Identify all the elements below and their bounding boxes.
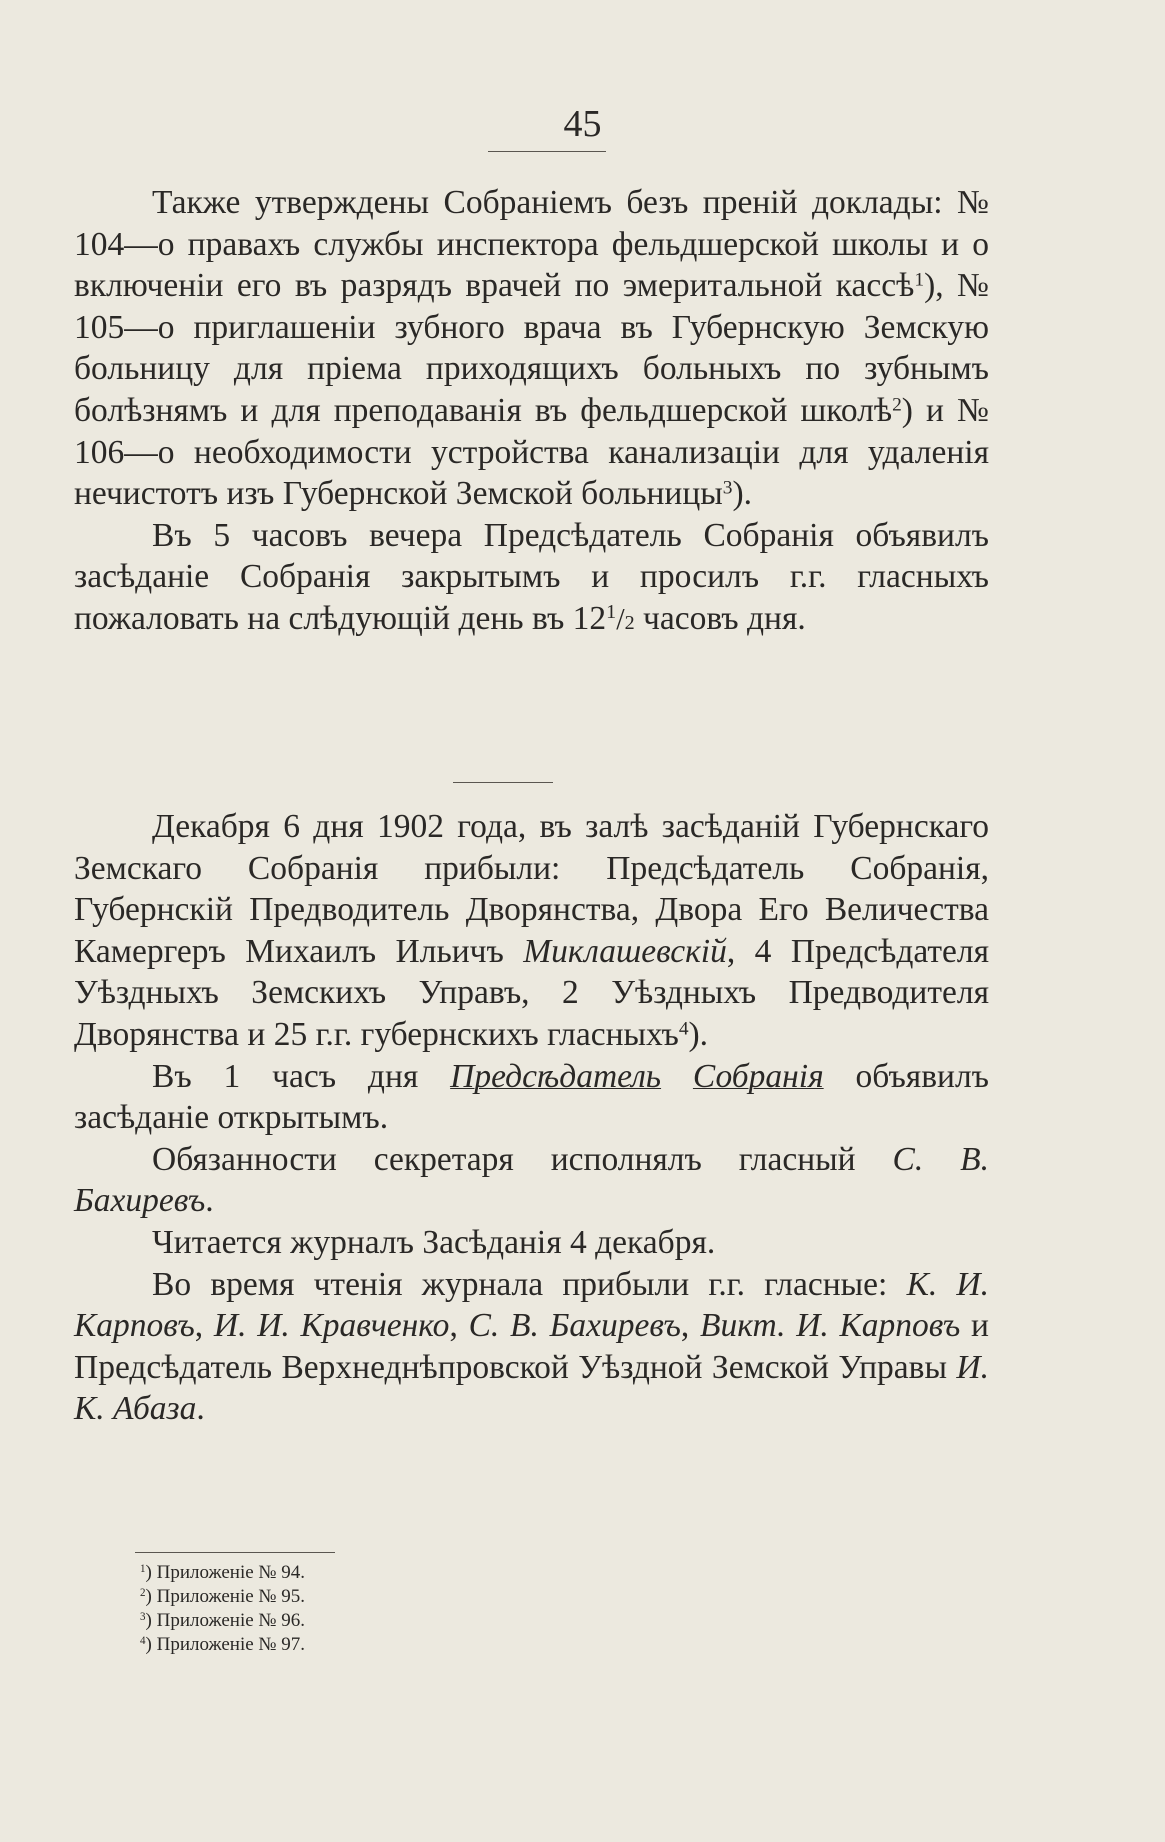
paragraph-arrivals: Во время чтенія журнала прибыли г.г. гласные: К. И. Карповъ, И. И. Кравченко, С. В. Бахиревъ, Викт. И. Карповъ и Предсѣдатель Верхнеднѣпровской Уѣздной Земской Управы И. К. Абаза. — [74, 1265, 989, 1428]
footnote-mark: 4 — [140, 1634, 146, 1647]
paragraph-text: Декабря 6 дня 1902 года, въ залѣ засѣданій Губернскаго Земскаго Собранія прибыли: Предсѣдатель Собранія, Губернскій Предводитель Дворянства, Двора Его Величества Камергеръ Михаилъ Ильичъ — [74, 808, 989, 970]
footnote-text: ) Приложеніе № 97. — [145, 1634, 306, 1655]
person-name: К. И. Карповъ — [74, 1265, 989, 1345]
text-block-lower — [74, 806, 989, 1430]
paragraph-attendance — [74, 806, 989, 1056]
section-divider — [453, 782, 553, 783]
paragraph-text: ) и № 106—о необходимости устройства канализаціи для удаленія нечистотъ изъ Губернской Земской больницы — [74, 391, 989, 513]
fraction-numerator: 1 — [606, 600, 617, 623]
paragraph-text: объявилъ засѣданіе открытымъ. — [74, 1057, 989, 1137]
page-number: 45 — [563, 103, 602, 145]
footnote-mark: 1 — [140, 1562, 146, 1575]
person-name: И. К. Абаза — [74, 1348, 989, 1428]
paragraph-text: , 4 Предсѣдателя Уѣздныхъ Земскихъ Управъ, 2 Уѣздныхъ Предводителя Дворянства и 25 г.г. губернскихъ гласныхъ — [74, 932, 989, 1053]
text-block-upper — [74, 182, 989, 641]
paragraph-text: Въ 5 часовъ вечера Предсѣдатель Собранія объявилъ засѣданіе Собранія закрытымъ и просилъ г.г. гласныхъ пожаловать на слѣдующій день въ 12 — [74, 516, 989, 637]
footnote-text: ) Приложеніе № 95. — [145, 1586, 306, 1607]
person-name: Миклашевскій — [523, 932, 727, 970]
footnote — [140, 1561, 640, 1585]
person-name: С. В. Бахиревъ — [468, 1307, 681, 1345]
person-name: И. И. Кравченко — [213, 1307, 450, 1345]
footnotes — [140, 1561, 640, 1657]
paragraph-text: ). — [732, 475, 753, 513]
paragraph-text: ). — [688, 1015, 709, 1053]
paragraph-secretary — [74, 1139, 989, 1222]
person-name: Викт. И. Карповъ — [700, 1307, 961, 1345]
footnote — [140, 1585, 640, 1609]
paragraph-session-opened — [74, 1056, 989, 1139]
paragraph-text: Также утверждены Собраніемъ безъ преній доклады: № 104—о правахъ службы инспектора фельдшерской школы и о включеніи его въ разрядъ врачей по эмеритальной кассѣ — [74, 184, 989, 305]
fraction-denominator: 2 — [624, 611, 635, 634]
paragraph-text: часовъ дня. — [634, 599, 806, 637]
footnote — [140, 1633, 640, 1657]
footnote-text: ) Приложеніе № 94. — [145, 1562, 306, 1583]
footnote-ref: 2 — [892, 394, 902, 416]
footnote-divider — [135, 1552, 335, 1553]
footnote-ref: 4 — [678, 1018, 689, 1040]
footnote-mark: 3 — [140, 1610, 146, 1623]
paragraph-text: и Предсѣдатель Верхнеднѣпровской Уѣздной Земской Управы — [74, 1307, 989, 1386]
paragraph-text: . — [205, 1182, 214, 1220]
page-number-rule — [488, 151, 606, 152]
paragraph-reports-approved — [74, 182, 989, 515]
paragraph-text: ), № 105—о приглашеніи зубного врача въ Губернскую Земскую больницу для пріема приходящихъ больныхъ по зубнымъ болѣзнямъ и для преподаванія въ фельдшерской школѣ — [74, 267, 989, 429]
footnote-text: ) Приложеніе № 96. — [145, 1610, 306, 1631]
paragraph-text: Обязанности секретаря исполнялъ гласный — [152, 1140, 893, 1178]
paragraph-text: . — [196, 1390, 205, 1428]
paragraph-session-closed — [74, 515, 989, 641]
paragraph-journal-read: Читается журналъ Засѣданія 4 декабря. — [152, 1223, 716, 1261]
person-title: Собранія — [692, 1057, 824, 1095]
person-title: Предсѣдатель — [450, 1057, 662, 1095]
fraction-slash: / — [616, 601, 625, 636]
footnote-ref: 1 — [914, 269, 925, 291]
footnote-ref: 3 — [722, 477, 733, 499]
footnote-mark: 2 — [140, 1586, 146, 1599]
paragraph-text: Во время чтенія журнала прибыли г.г. гласные: — [152, 1265, 907, 1303]
paragraph-text: Въ 1 часъ дня — [152, 1057, 451, 1095]
footnote — [140, 1609, 640, 1633]
person-name: С. В. Бахиревъ — [74, 1140, 989, 1220]
